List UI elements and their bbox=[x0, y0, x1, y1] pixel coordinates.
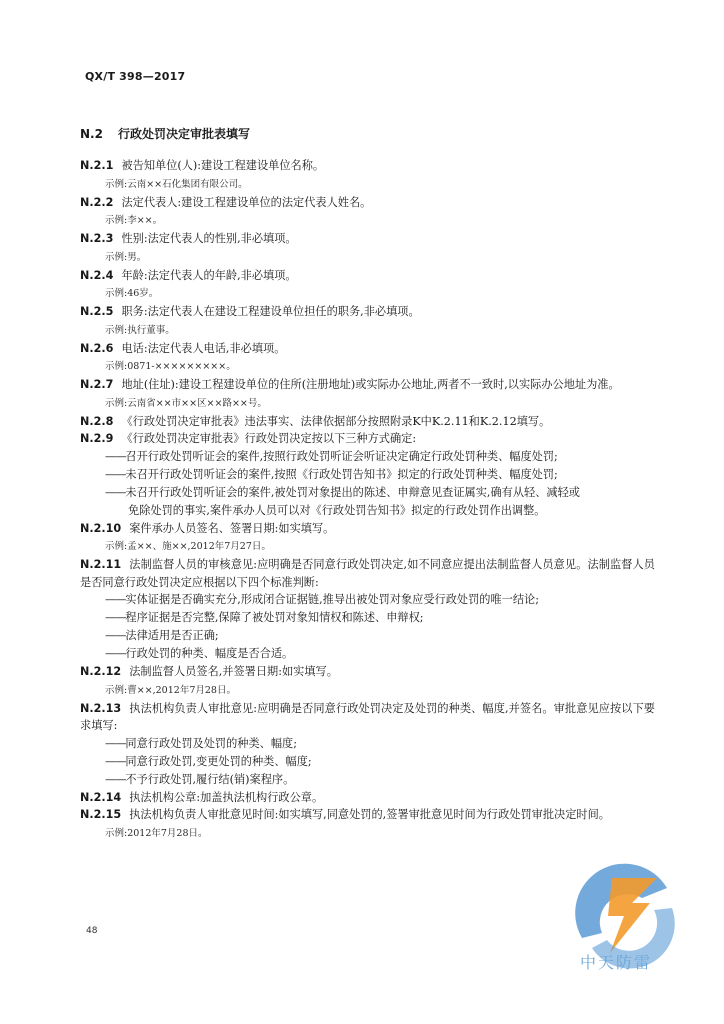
dash-list-item bbox=[80, 466, 655, 484]
list-dash: —— bbox=[105, 449, 126, 463]
clause-number: N.2.12 bbox=[80, 665, 122, 678]
list-item-text: 同意行政处罚及处罚的种类、幅度; bbox=[125, 736, 297, 750]
page-number: 48 bbox=[86, 926, 98, 936]
list-item-text: 程序证据是否完整,保障了被处罚对象知情权和陈述、申辩权; bbox=[125, 611, 424, 624]
document-code: QX/T 398—2017 bbox=[85, 70, 186, 83]
clause-text: 地址(住址):建设工程建设单位的住所(注册地址)或实际办公地址,两者不一致时,以实际办公地址为准。 bbox=[121, 378, 620, 391]
clause-number: N.2.13 bbox=[80, 701, 122, 715]
example-text: 示例:执行董事。 bbox=[105, 324, 175, 336]
list-item-text: 召开行政处罚听证会的案件,按照行政处罚听证会听证决定确定行政处罚种类、幅度处罚; bbox=[125, 449, 558, 463]
clause bbox=[80, 430, 655, 448]
section-number: N.2 bbox=[80, 127, 103, 141]
dash-list-item bbox=[80, 645, 655, 663]
clause-text: 年龄:法定代表人的年龄,非必填项。 bbox=[121, 268, 297, 282]
dash-list-item bbox=[80, 627, 655, 645]
example-text: 示例:云南××石化集团有限公司。 bbox=[105, 178, 248, 190]
dash-list-item bbox=[80, 448, 655, 466]
clause-text: 被告知单位(人):建设工程建设单位名称。 bbox=[121, 159, 325, 172]
clause bbox=[80, 556, 655, 591]
clause-number: N.2.9 bbox=[80, 432, 114, 445]
list-item-text: 未召开行政处罚听证会的案件,被处罚对象提出的陈述、申辩意见查证属实,确有从轻、减轻或 bbox=[125, 485, 580, 499]
example-text: 示例:曹××,2012年7月28日。 bbox=[105, 684, 236, 696]
clause-text: 《行政处罚决定审批表》行政处罚决定按以下三种方式确定: bbox=[121, 432, 417, 445]
clause-text: 电话:法定代表人电话,非必填项。 bbox=[121, 341, 286, 355]
clause bbox=[80, 413, 655, 431]
clause-number: N.2.1 bbox=[80, 159, 114, 172]
clause-text: 性别:法定代表人的性别,非必填项。 bbox=[121, 232, 297, 245]
clause-number: N.2.11 bbox=[80, 558, 122, 571]
clause bbox=[80, 157, 655, 175]
clause-text: 法制监督人员签名,并签署日期:如实填写。 bbox=[129, 665, 338, 678]
list-dash: —— bbox=[105, 593, 126, 606]
clause-text: 法制监督人员的审核意见:应明确是否同意行政处罚决定,如不同意应提出法制监督人员意见。法制监督人员是否同意行政处罚决定应根据以下四个标准判断: bbox=[80, 558, 655, 589]
list-dash: —— bbox=[105, 647, 126, 660]
clause bbox=[80, 700, 655, 735]
list-dash: —— bbox=[105, 485, 126, 499]
example-text: 示例:男。 bbox=[105, 251, 147, 263]
dash-list-item bbox=[80, 753, 655, 771]
clause-number: N.2.15 bbox=[80, 808, 122, 821]
example-text: 示例:李××。 bbox=[105, 215, 163, 226]
list-dash: —— bbox=[105, 754, 126, 768]
example-text: 示例:云南省××市××区××路××号。 bbox=[105, 397, 267, 409]
list-dash: —— bbox=[105, 467, 126, 481]
dash-list-item bbox=[80, 771, 655, 789]
clause-text: 执法机构公章:加盖执法机构行政公章。 bbox=[129, 790, 324, 804]
clause-number: N.2.5 bbox=[80, 305, 114, 318]
list-dash: —— bbox=[105, 772, 126, 786]
list-item-text: 同意行政处罚,变更处罚的种类、幅度; bbox=[125, 754, 312, 768]
clause-number: N.2.14 bbox=[80, 790, 122, 804]
dash-list-item bbox=[80, 735, 655, 753]
list-dash: —— bbox=[105, 629, 126, 642]
list-item-text: 行政处罚的种类、幅度是否合适。 bbox=[125, 647, 294, 660]
clause-number: N.2.3 bbox=[80, 232, 114, 245]
list-item-text: 法律适用是否正确; bbox=[125, 629, 219, 642]
clause-number: N.2.4 bbox=[80, 268, 114, 282]
example-text: 示例:孟××、施××,2012年7月27日。 bbox=[105, 541, 271, 552]
clause-number: N.2.8 bbox=[80, 414, 114, 428]
section-heading bbox=[80, 125, 250, 142]
clause bbox=[80, 267, 655, 285]
dash-list-item bbox=[80, 591, 655, 609]
example-text: 示例:0871-×××××××××。 bbox=[105, 361, 236, 372]
clause-text: 案件承办人员签名、签署日期:如实填写。 bbox=[129, 521, 335, 535]
watermark-logo-text: 中天防雷 bbox=[580, 953, 653, 972]
dash-list-item bbox=[80, 484, 655, 502]
list-item-text: 不予行政处罚,履行结(销)案程序。 bbox=[125, 772, 295, 786]
dash-list-item bbox=[80, 609, 655, 627]
example-text: 示例:46岁。 bbox=[105, 288, 159, 299]
list-item-text: 实体证据是否确实充分,形成闭合证据链,推导出被处罚对象应受行政处罚的唯一结论; bbox=[125, 593, 540, 606]
list-dash: —— bbox=[105, 611, 126, 624]
clause bbox=[80, 789, 655, 807]
clause bbox=[80, 520, 655, 538]
example-text: 示例:2012年7月28日。 bbox=[105, 827, 208, 839]
clause bbox=[80, 340, 655, 358]
clause-text: 执法机构负责人审批意见时间:如实填写,同意处罚的,签署审批意见时间为行政处罚审批决定时间。 bbox=[129, 808, 610, 821]
clause-number: N.2.2 bbox=[80, 195, 114, 209]
clause bbox=[80, 376, 655, 394]
list-item-text: 未召开行政处罚听证会的案件,按照《行政处罚告知书》拟定的行政处罚种类、幅度处罚; bbox=[125, 467, 558, 481]
clause bbox=[80, 230, 655, 248]
section-title: 行政处罚决定审批表填写 bbox=[118, 127, 251, 141]
clause bbox=[80, 663, 655, 681]
clause-text: 执法机构负责人审批意见:应明确是否同意行政处罚决定及处罚的种类、幅度,并签名。审批意见应按以下要求填写: bbox=[80, 701, 655, 732]
list-item-continuation: 免除处罚的事实,案件承办人员可以对《行政处罚告知书》拟定的行政处罚作出调整。 bbox=[128, 503, 546, 517]
clause-text: 职务:法定代表人在建设工程建设单位担任的职务,非必填项。 bbox=[121, 305, 420, 318]
clause-text: 法定代表人:建设工程建设单位的法定代表人姓名。 bbox=[121, 195, 372, 209]
clause bbox=[80, 194, 655, 212]
clause-number: N.2.10 bbox=[80, 521, 122, 535]
clause-number: N.2.7 bbox=[80, 378, 114, 391]
clause bbox=[80, 806, 655, 824]
clause bbox=[80, 303, 655, 321]
clause-text: 《行政处罚决定审批表》违法事实、法律依据部分按照附录K中K.2.11和K.2.12填写。 bbox=[121, 414, 551, 428]
list-dash: —— bbox=[105, 736, 126, 750]
clause-number: N.2.6 bbox=[80, 341, 114, 355]
clause-list bbox=[80, 157, 655, 843]
